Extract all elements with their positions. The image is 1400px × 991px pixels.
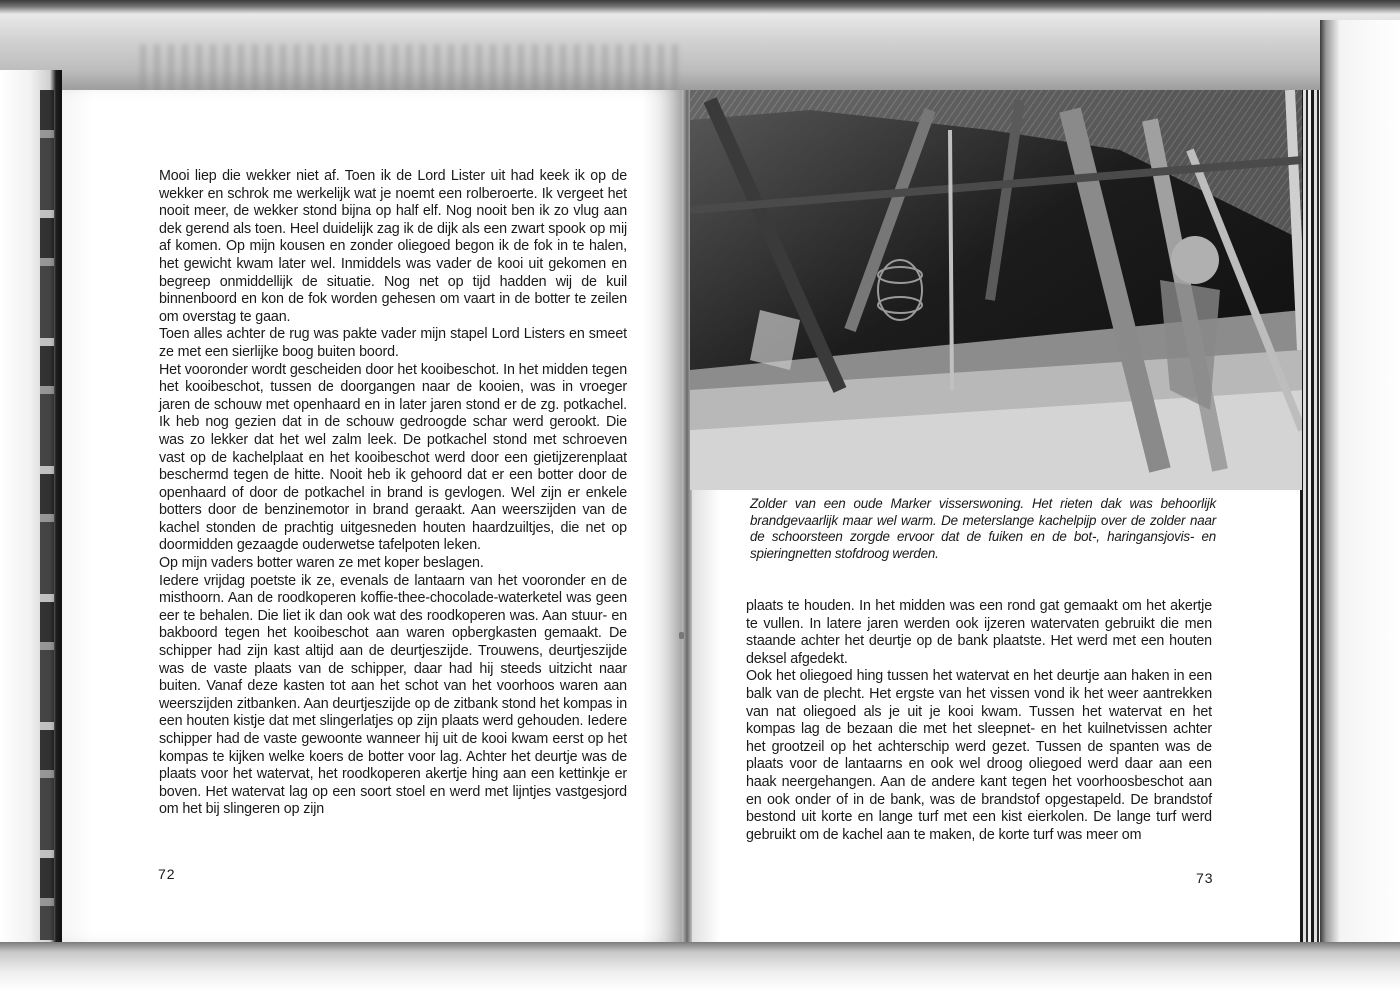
paragraph: plaats te houden. In het midden was een rond gat gemaakt om het akertje te vullen. In latere jaren werden ook ijzeren watervaten gebruikt die men staande achter het deurtje op de bank plaatste. Het werd met een houten deksel afgedekt.: [746, 598, 1212, 667]
photo-caption: Zolder van een oude Marker visserswoning. Het rieten dak was behoorlijk brandgevaarlijk maar wel warm. De meterslange kachelpijp over de zolder naar de schoorsteen zorgde ervoor dat de fuiken en de bot-, haringansjovis- en spieringnetten stofdroog werden.: [750, 496, 1216, 561]
scan-right-margin: [1320, 20, 1400, 950]
paragraph: Iedere vrijdag poetste ik ze, evenals de lantaarn van het vooronder en de misthoorn. Aan de roodkoperen koffie-thee-chocolade-waterketel was geen eer te behalen. Die liet ik dan ook wat des roodkoperen was. Aan stuur- en bakboord tegen het kooibeschot aan waren opbergkasten gemaakt. De schipper had zijn kast altijd aan de deurtjeszijde. Trouwens, deurtjeszijde was de vaste plaats van de schipper, daar had hij steeds uitzicht naar buiten. Vanaf deze kasten tot aan het schot van het voorhoos waren aan weerszijden zitbanken. Aan deurtjeszijde op de zitbank stond het kompas in een houten kistje dat met slingerlatjes op zijn plaats werd gehouden. Iedere schipper had de vaste gewoonte wanneer hij uit de kooi kwam eerst op het kompas te kijken welke koers de botter voor lag. Achter het deurtje was de plaats voor het watervat, het roodkoperen akertje hing aan een kettinkje er boven. Het watervat lag op een soort stoel en werd met lijntjes vastgesjord om het bij slingeren op zijn: [159, 572, 627, 818]
gutter-mark: [679, 632, 684, 639]
paragraph: Ook het oliegoed hing tussen het watervat en het deurtje aan haken in een balk van de plecht. Het ergste van het vissen vond ik het weer aantrekken van nat oliegoed als je uit je kooi kwam. Tussen het watervat en het kompas lag de bezaan die met het sleepnet- en het kuilnetvissen achter het grootzeil op het achterschip werd gezet. Tussen de spanten was de plaats voor de lantaarns en ook wel droog oliegoed werd daar aan een haak neergehangen. Aan de andere kant tegen het voorhoosbeschot aan en ook onder of in de bank, was de brandstof opgestapeld. De brandstof bestond uit korte en lange turf met een kist eierkolen. De lange turf werd gebruikt om de kachel aan te maken, de korte turf was meer om: [746, 668, 1212, 843]
page-edge-strips: [40, 90, 54, 940]
attic-photo: [690, 90, 1302, 490]
paragraph: Het vooronder wordt gescheiden door het kooibeschot. In het midden tegen het kooibeschot, tussen de doorgangen naar de kooien, was in vroeger jaren de schouw met openhaard en in later jaren stond er de zg. potkachel. Ik heb nog gezien dat in de schouw gedroogde schar werd gerookt. Die was zo lekker dat het wel zalm leek. De potkachel stond met schroeven vast op de kachelplaat en het kooibeschot werd door een gietijzerenplaat beschermd tegen de hitte. Nooit heb ik gehoord dat er een botter door de openhaard of door de potkachel in brand is gevlogen. Wel zijn er enkele botters door de benzinemotor in brand geraakt. Aan weerszijden van de kachel stonden de prachtig uitgesneden houten haardzuiltjes, die net op doormidden gezaagde ouderwetse tafelpoten leken.: [159, 361, 627, 554]
paragraph: Op mijn vaders botter waren ze met koper beslagen.: [159, 555, 484, 572]
page-number-left: 72: [158, 866, 176, 882]
left-page-text: [159, 168, 627, 819]
book-right-edge: [1300, 90, 1320, 942]
right-page-text: [746, 598, 1212, 844]
attic-photo-graphic: [690, 90, 1302, 490]
page-number-right: 73: [1196, 870, 1214, 886]
paragraph: Toen alles achter de rug was pakte vader mijn stapel Lord Listers en smeet ze met een sierlijke boog buiten boord.: [159, 326, 627, 360]
scan-bottom-edge: [0, 942, 1400, 991]
paragraph: Mooi liep die wekker niet af. Toen ik de Lord Lister uit had keek ik op de wekker en schrok me werkelijk wat je noemt een rolberoerte. Ik vergeet het nooit meer, de wekker stond bijna op half elf. Nog nooit ben ik zo vlug aan dek gerend als toen. Heel duidelijk zag ik de dijk als een zwart spook op mij af komen. Op mijn kousen en zonder oliegoed begon ik de fok in te halen, het gewicht kwam later wel. Inmiddels was vader de kooi uit gekomen en begreep onmiddellijk de situatie. Nog net op tijd hadden wij de kuil binnenboord en kon de fok worden gehesen om vaart in de botter te zeilen om overstag te gaan.: [159, 168, 627, 325]
show-through-text: [140, 44, 680, 92]
